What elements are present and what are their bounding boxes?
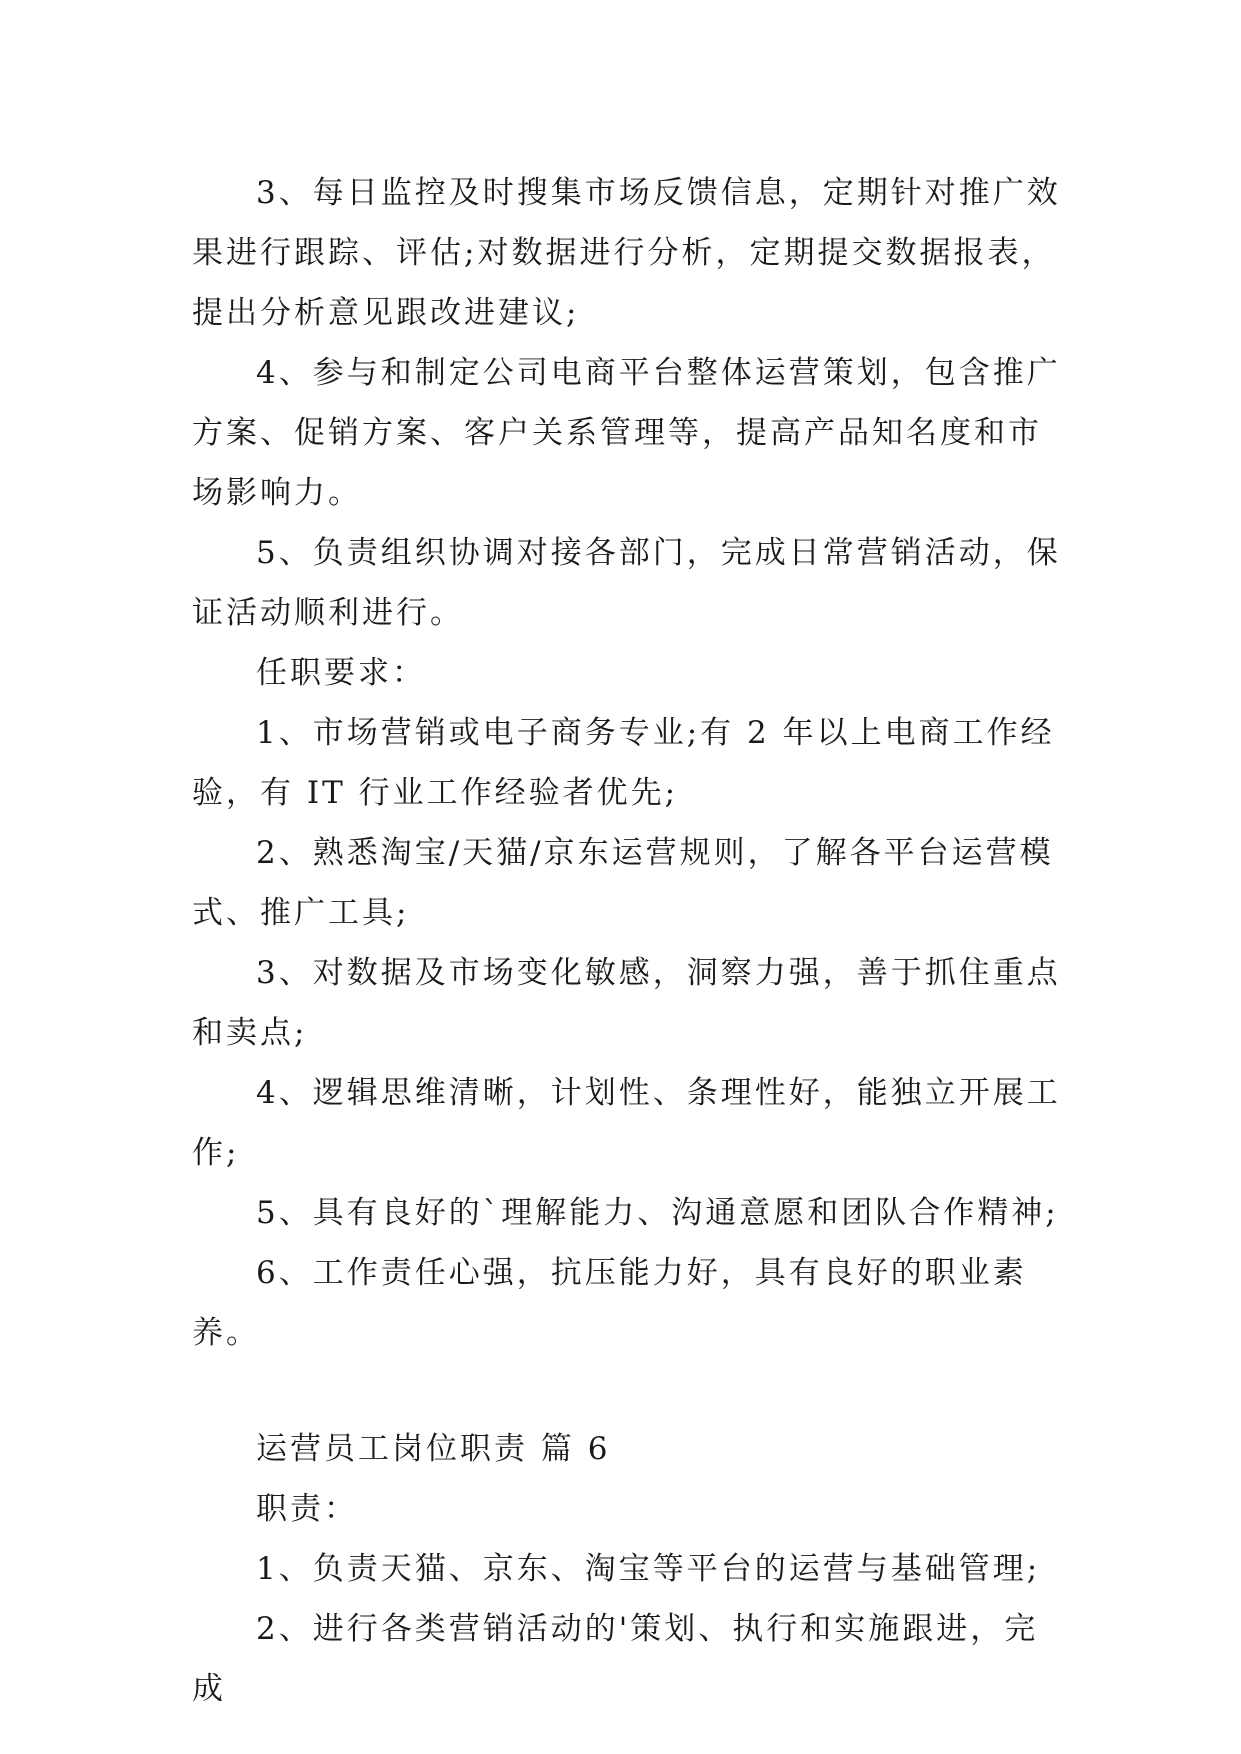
paragraph: 2、熟悉淘宝/天猫/京东运营规则，了解各平台运营模式、推广工具; bbox=[192, 835, 1054, 931]
section-spacer bbox=[192, 1363, 1072, 1419]
paragraph: 5、负责组织协调对接各部门，完成日常营销活动，保证活动顺利进行。 bbox=[192, 535, 1061, 631]
paragraph: 3、每日监控及时搜集市场反馈信息，定期针对推广效果进行跟踪、评估;对数据进行分析，定期提交数据报表，提出分析意见跟改进建议; bbox=[192, 175, 1061, 331]
paragraph: 2、进行各类营销活动的'策划、执行和实施跟进，完成 bbox=[192, 1611, 1039, 1707]
paragraph: 1、市场营销或电子商务专业;有 2 年以上电商工作经验，有 IT 行业工作经验者优先; bbox=[192, 715, 1055, 811]
document-body bbox=[192, 163, 1072, 1719]
section-title: 运营员工岗位职责 篇 6 bbox=[256, 1431, 611, 1467]
paragraph: 4、参与和制定公司电商平台整体运营策划，包含推广方案、促销方案、客户关系管理等，提高产品知名度和市场影响力。 bbox=[192, 355, 1061, 511]
paragraph: 职责： bbox=[256, 1491, 358, 1527]
paragraph: 3、对数据及市场变化敏感，洞察力强，善于抓住重点和卖点; bbox=[192, 955, 1061, 1051]
paragraph: 1、负责天猫、京东、淘宝等平台的运营与基础管理; bbox=[256, 1551, 1041, 1587]
paragraph: 6、工作责任心强，抗压能力好，具有良好的职业素养。 bbox=[192, 1255, 1027, 1351]
paragraph: 任职要求： bbox=[256, 655, 426, 691]
paragraph: 4、逻辑思维清晰，计划性、条理性好，能独立开展工作; bbox=[192, 1075, 1061, 1171]
paragraph: 5、具有良好的`理解能力、沟通意愿和团队合作精神; bbox=[256, 1195, 1059, 1231]
